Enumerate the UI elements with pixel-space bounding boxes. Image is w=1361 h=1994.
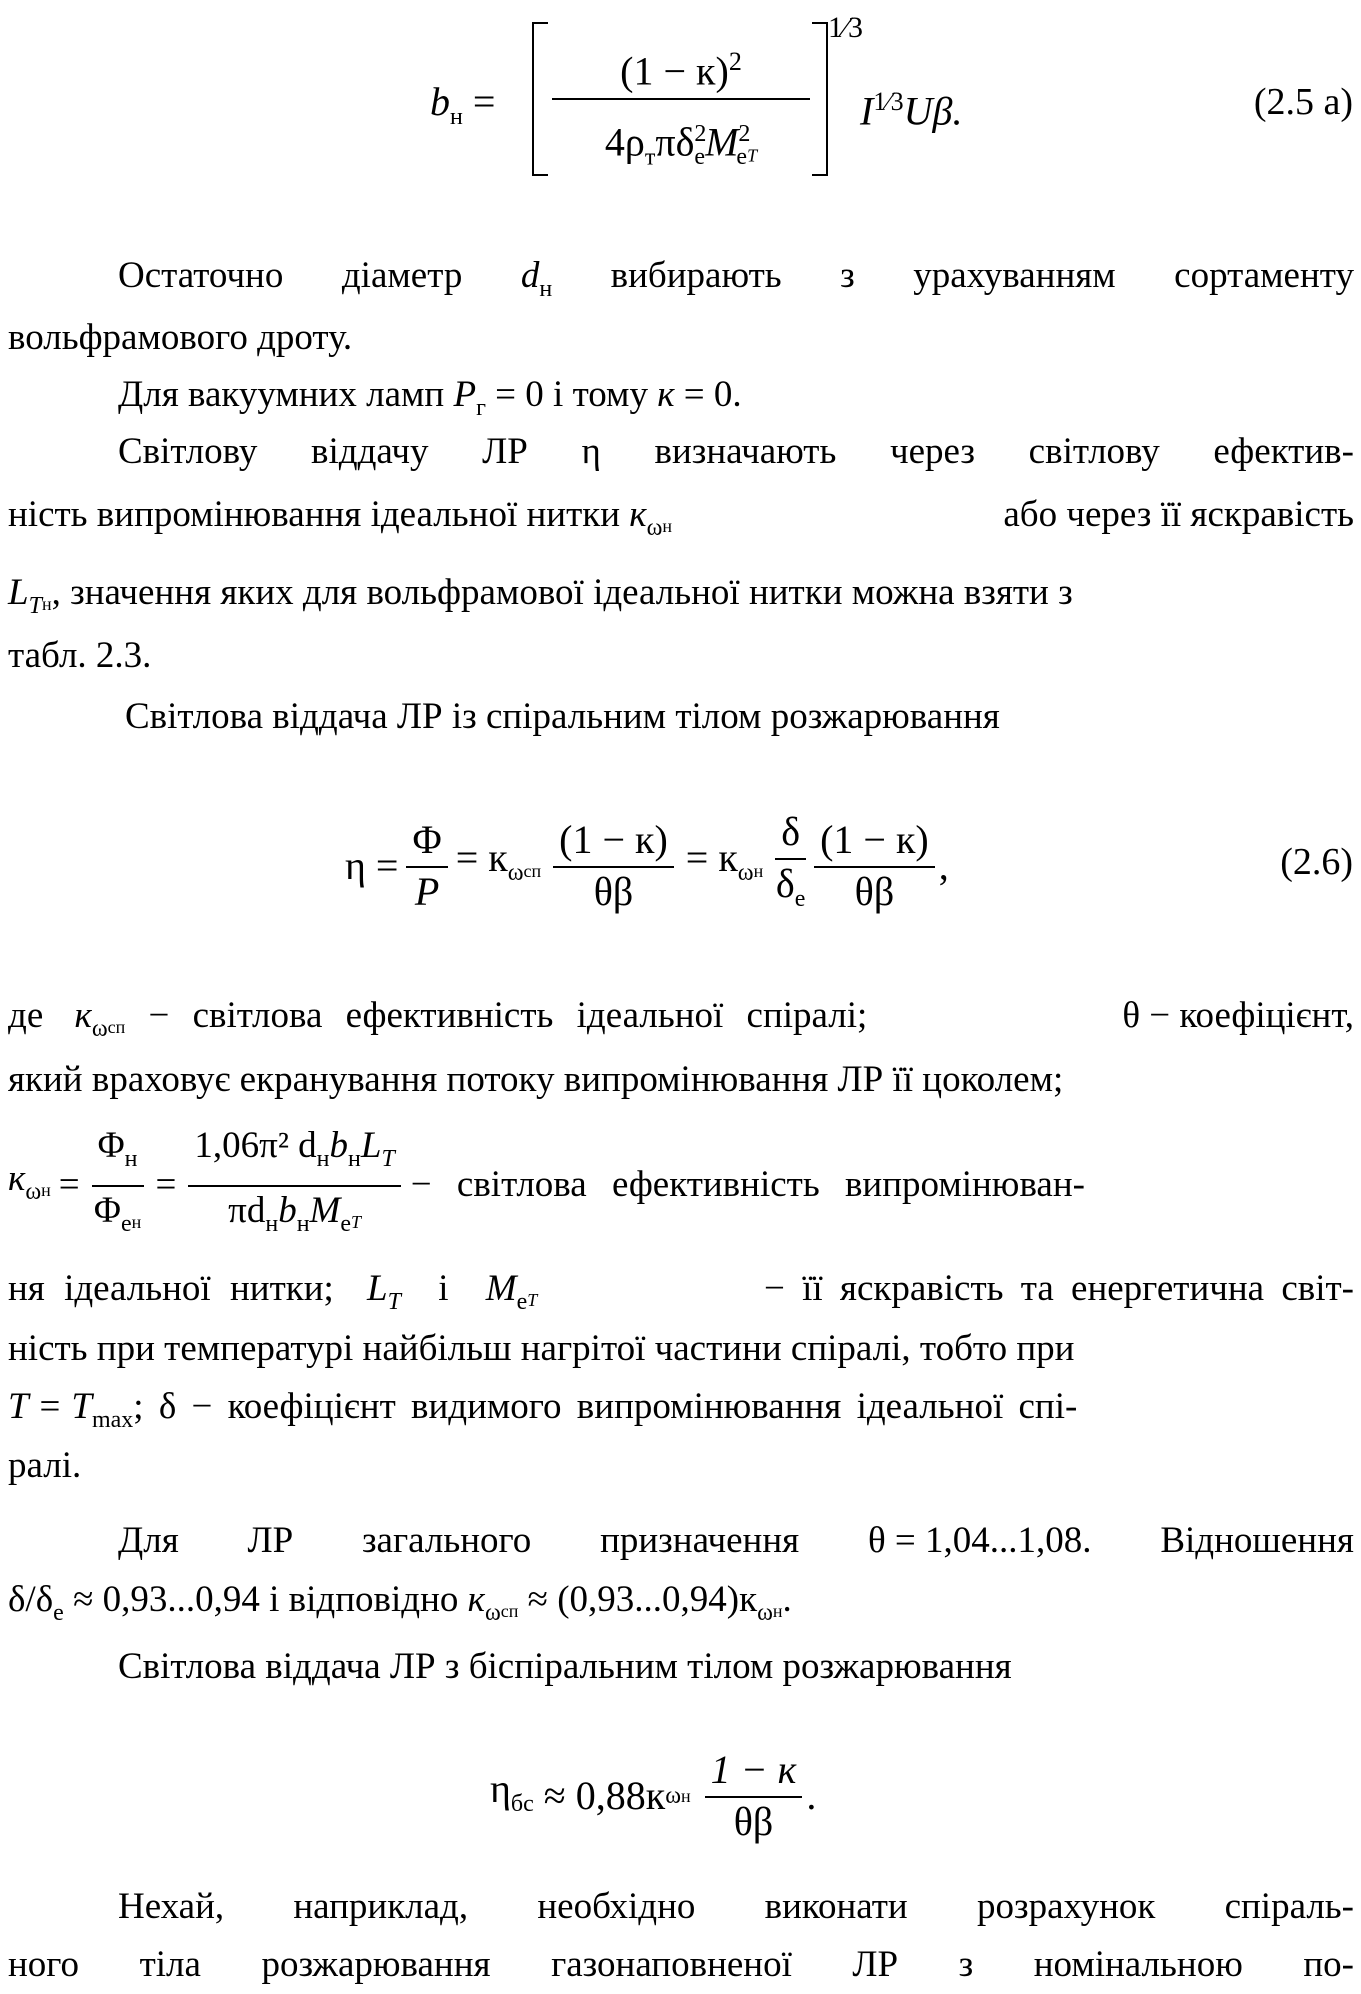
equation-number-2-6: (2.6) bbox=[1280, 841, 1353, 883]
eq-tail: $I^{1⁄3}U\beta$. bbox=[860, 87, 963, 134]
p7-line1: Світлова віддача ЛР з біспіральним тілом розжарювання bbox=[118, 1646, 1012, 1687]
equation-2-6: η = $\frac{\Phi}{P}$ = $к_\omega сп$ $\frac{(1 - к)}{\theta\beta}$ = $к_\omega н$ $\frac{\delta}{\delta_e}$ $\frac{(1 - к)}{\theta\beta}$ , bbox=[345, 809, 949, 914]
p4-line1: Світлова віддача ЛР із спіральним тілом розжарювання bbox=[125, 696, 1000, 737]
eq-numerator: $(1 - к)^2$ bbox=[620, 47, 742, 94]
p6-line2: $\delta/\delta_e \approx 0,93...0,94$ і відповідно $к_\omega сп \approx (0,93...0,94)к_\omega н$. bbox=[8, 1579, 792, 1626]
p5-line7: ралі. bbox=[8, 1445, 82, 1486]
right-bracket bbox=[812, 22, 828, 176]
p5-line4: ня ідеальної нитки; $L_T$ і $M_eT$ − її яскравість та енергетична світ- bbox=[8, 1268, 1354, 1315]
p5-line5: ність при температурі найбільш нагрітої частини спіралі, тобто при bbox=[8, 1328, 1075, 1369]
p1-line2: вольфрамового дроту. bbox=[8, 317, 353, 358]
equation-number-2-5a: (2.5 а) bbox=[1253, 81, 1353, 123]
fraction-bar bbox=[552, 98, 810, 100]
p3-line4: табл. 2.3. bbox=[8, 635, 152, 676]
p3-line3: $L_Tн$, значення яких для вольфрамової ідеальної нитки можна взяти з bbox=[8, 572, 1073, 619]
outer-exponent: 1⁄3 bbox=[828, 11, 864, 44]
equation-bispiral: $\eta_{бс}$ ≈ 0,88к ω н $\frac{1 - к}{\theta\beta}$ . bbox=[490, 1747, 817, 1844]
p5-line6: $T = T_{max}$; δ − коефіцієнт видимого випромінювання ідеальної спі- bbox=[8, 1386, 1078, 1433]
p8-line1: Нехай, наприклад, необхідно виконати розрахунок спіраль- bbox=[118, 1886, 1354, 1927]
p8-line2: ного тіла розжарювання газонаповненої ЛР з номінальною по- bbox=[8, 1944, 1354, 1985]
eq-lhs: $b_н$ = bbox=[430, 79, 496, 130]
p3-line1: Світлову віддачу ЛР η визначають через світлову ефектив- bbox=[118, 431, 1354, 472]
p1-line1: Остаточно діаметр $d_н$ вибирають з урахуванням сортаменту bbox=[118, 255, 1354, 302]
p5-line3: $к_\omega н$ = $\frac{\Phi_н}{\Phi_eн}$ = $\frac{1,06\pi^2 d_нb_нL_T}{\pi d_нb_нM_eT}$ − світлова ефективність випромінюван- bbox=[8, 1125, 1085, 1237]
p5-line2: який враховує екранування потоку випромінювання ЛР її цоколем; bbox=[8, 1059, 1064, 1100]
eq-denominator: $4\rho_т\pi\delta^2_eM^2_eT$ bbox=[604, 119, 758, 171]
p5-line1: де $к_\omega сп$ − світлова ефективність ідеальної спіралі; θ − коефіцієнт, bbox=[8, 995, 1354, 1042]
p2-line1: Для вакуумних ламп $P_г = 0$ і тому к = 0. bbox=[118, 374, 742, 421]
p3-line2: ність випромінювання ідеальної нитки $к_\omega н$ або через її яскравість bbox=[8, 494, 1354, 541]
p6-line1: Для ЛР загального призначення θ = 1,04...1,08. Відношення bbox=[118, 1520, 1354, 1561]
left-bracket bbox=[532, 22, 548, 176]
